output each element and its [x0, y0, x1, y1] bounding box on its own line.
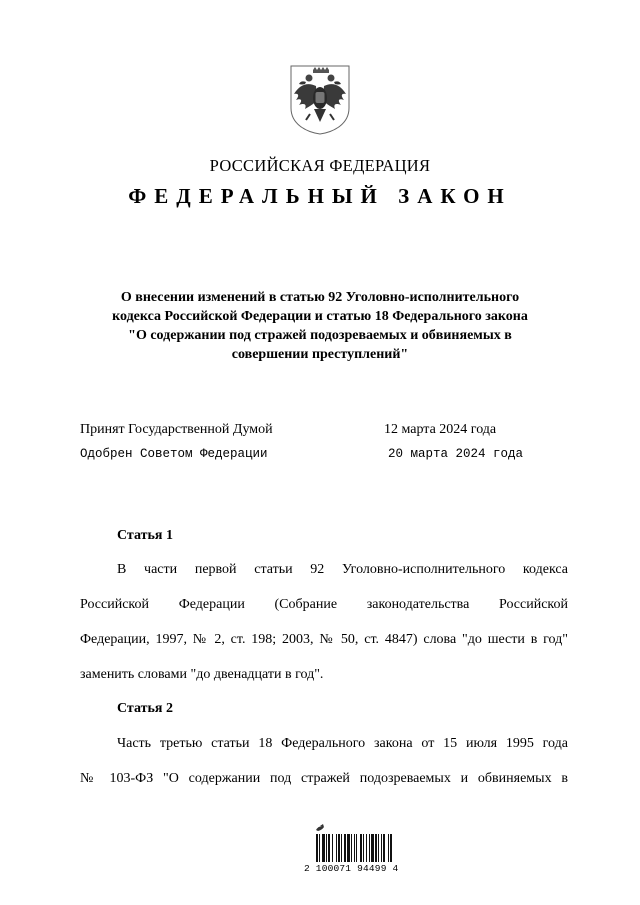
- council-approval-label: Одобрен Советом Федерации: [80, 447, 268, 461]
- title-line: совершении преступлений": [231, 347, 409, 362]
- article-1-line: Федерации, 1997, № 2, ст. 198; 2003, № 50, ст. 4847) слова "до шести в год": [80, 632, 568, 647]
- title-line: "О содержании под стражей подозреваемых и обвиняемых в: [128, 328, 512, 343]
- duma-adoption-date: 12 марта 2024 года: [384, 422, 497, 437]
- article-1-heading: Статья 1: [117, 528, 173, 543]
- title-line: кодекса Российской Федерации и статью 18 Федерального закона: [112, 309, 528, 324]
- law-subject-title: [80, 288, 560, 364]
- title-line: О внесении изменений в статью 92 Уголовно-исполнительного: [120, 290, 520, 305]
- article-2-line: Часть третью статьи 18 Федерального закона от 15 июля 1995 года: [117, 736, 568, 751]
- document-type: ФЕДЕРАЛЬНЫЙ ЗАКОН: [128, 184, 512, 208]
- council-approval-date: 20 марта 2024 года: [388, 447, 524, 461]
- article-1-line: Российской Федерации (Собрание законодательства Российской: [80, 597, 568, 612]
- article-1-line: заменить словами "до двенадцати в год".: [80, 667, 324, 682]
- article-1-line: В части первой статьи 92 Уголовно-исполнительного кодекса: [117, 562, 568, 577]
- duma-adoption-label: Принят Государственной Думой: [80, 422, 273, 437]
- barcode-icon: [312, 824, 418, 866]
- double-headed-eagle-emblem-icon: [288, 64, 352, 136]
- article-2-heading: Статья 2: [117, 701, 173, 716]
- barcode-number: 2 100071 94499 4: [304, 863, 399, 874]
- article-2-line: № 103-ФЗ "О содержании под стражей подозреваемых и обвиняемых в: [80, 771, 568, 786]
- country-name: РОССИЙСКАЯ ФЕДЕРАЦИЯ: [209, 156, 431, 175]
